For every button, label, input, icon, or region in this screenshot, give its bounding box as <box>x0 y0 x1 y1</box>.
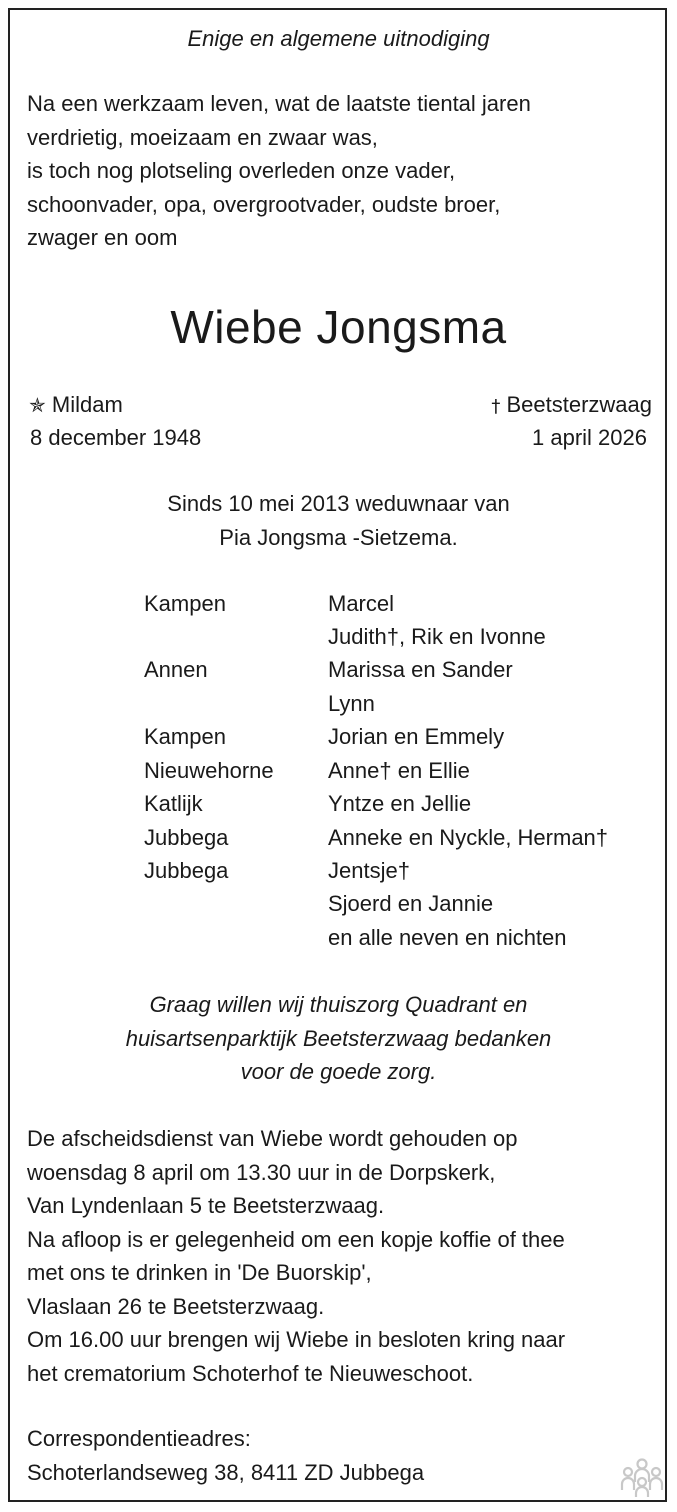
thanks-line: huisartsenparktijk Beetsterzwaag bedanken <box>125 1026 552 1051</box>
family-names: Anneke en Nyckle, Herman† <box>328 825 609 850</box>
people-group-figures <box>622 1460 662 1498</box>
notice-heading: Enige en algemene uitnodiging <box>187 26 490 51</box>
star-icon: ✯ <box>29 393 46 417</box>
family-place: Kampen <box>144 724 226 749</box>
family-place: Katlijk <box>144 791 203 816</box>
thanks-line: voor de goede zorg. <box>240 1059 437 1084</box>
service-line: het crematorium Schoterhof te Nieuweschoot. <box>27 1360 474 1386</box>
intro-line: schoonvader, opa, overgrootvader, oudste broer, <box>27 191 501 217</box>
service-line: met ons te drinken in 'De Buorskip', <box>27 1260 372 1285</box>
intro-line: Na een werkzaam leven, wat de laatste tiental jaren <box>27 91 531 116</box>
service-line: Vlaslaan 26 te Beetsterzwaag. <box>27 1293 325 1319</box>
intro-line: verdrietig, moeizaam en zwaar was, <box>27 124 378 150</box>
service-line: Na afloop is er gelegenheid om een kopje koffie of thee <box>27 1226 565 1252</box>
thanks-line: Graag willen wij thuiszorg Quadrant en <box>149 992 528 1017</box>
death-place <box>491 388 652 423</box>
service-line: woensdag 8 april om 13.30 uur in de Dorpskerk, <box>27 1159 496 1185</box>
birth-place <box>29 388 123 422</box>
family-names: Jentsje† <box>328 858 410 883</box>
service-line: Van Lyndenlaan 5 te Beetsterzwaag. <box>27 1193 385 1218</box>
intro-line: zwager en oom <box>27 225 178 250</box>
family-names: Yntze en Jellie <box>328 791 472 816</box>
family-place: Jubbega <box>144 825 229 850</box>
family-names: Marissa en Sander <box>328 657 513 682</box>
address-label: Correspondentieadres: <box>27 1426 251 1451</box>
cross-icon: † <box>491 396 501 417</box>
service-line: De afscheidsdienst van Wiebe wordt gehouden op <box>27 1126 518 1151</box>
deceased-name: Wiebe Jongsma <box>170 301 507 353</box>
address-line: Schoterlandseweg 38, 8411 ZD Jubbega <box>27 1460 425 1485</box>
death-place-name: Beetsterzwaag <box>506 392 652 417</box>
widower-line: Sinds 10 mei 2013 weduwnaar van <box>167 491 510 516</box>
service-line: Om 16.00 uur brengen wij Wiebe in besloten kring naar <box>27 1327 566 1352</box>
family-names: Sjoerd en Jannie <box>328 891 494 916</box>
death-date: 1 april 2026 <box>532 425 647 450</box>
family-names: Marcel <box>328 591 395 616</box>
family-names: Jorian en Emmely <box>328 724 505 749</box>
birth-date: 8 december 1948 <box>30 425 202 450</box>
family-place: Nieuwehorne <box>144 758 274 783</box>
service-text <box>27 1122 565 1390</box>
intro-line: is toch nog plotseling overleden onze vader, <box>27 158 456 183</box>
family-names: Lynn <box>328 691 375 716</box>
birth-place-name: Mildam <box>51 392 123 417</box>
family-place: Kampen <box>144 591 226 616</box>
intro-text <box>27 87 531 255</box>
family-names: Judith†, Rik en Ivonne <box>328 624 546 649</box>
people-group-icon <box>618 1456 666 1498</box>
family-names: Anne† en Ellie <box>328 758 470 783</box>
widower-line: Pia Jongsma -Sietzema. <box>219 525 458 550</box>
family-names: en alle neven en nichten <box>328 925 567 950</box>
family-place: Jubbega <box>144 858 229 883</box>
family-place: Annen <box>144 657 208 682</box>
